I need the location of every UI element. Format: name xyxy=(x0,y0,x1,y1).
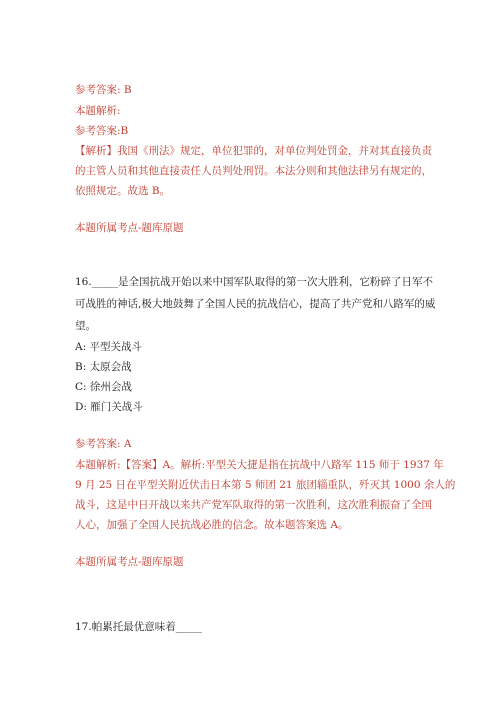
q15-explanation-line: 依照规定。故选 B。 xyxy=(75,185,171,197)
q15-answer-line: 参考答案: B xyxy=(75,84,132,96)
q15-source: 本题所属考点-题库原题 xyxy=(75,222,184,234)
q16-explanation-line: 人心，加强了全国人民抗战必胜的信念。故本题答案选 A。 xyxy=(75,519,349,531)
q16-option-b: B: 太原会战 xyxy=(75,361,132,373)
q16-source: 本题所属考点-题库原题 xyxy=(75,556,184,568)
q16-option-c: C: 徐州会战 xyxy=(75,381,132,393)
q16-explanation-line: 本题解析:【答案】A。解析:平型关大捷是指在抗战中八路军 115 师于 1937 年 xyxy=(75,459,444,471)
q16-stem-line: 可战胜的神话,极大地鼓舞了全国人民的抗战信心，提高了共产党和八路军的威 xyxy=(75,298,436,310)
q16-stem-line: 16._____是全国抗战开始以来中国军队取得的第一次大胜利，它粉碎了日军不 xyxy=(75,276,433,288)
q16-option-d: D: 雁门关战斗 xyxy=(75,401,143,413)
q16-explanation-line: 9 月 25 日在平型关附近伏击日本第 5 师团 21 旅团辎重队，歼灭其 1000 余人的 xyxy=(75,479,456,491)
q16-option-a: A: 平型关战斗 xyxy=(75,341,142,353)
q15-explanation-line: 【解析】我国《刑法》规定，单位犯罪的，对单位判处罚金，并对其直接负责 xyxy=(75,145,432,157)
q15-explanation-line: 的主管人员和其他直接责任人员判处刑罚。本法分则和其他法律另有规定的， xyxy=(75,165,432,177)
q16-answer-line: 参考答案: A xyxy=(75,438,132,450)
q16-stem-line: 望。 xyxy=(75,320,96,332)
q15-answer-line-2: 参考答案:B xyxy=(75,125,129,137)
q17-stem: 17.帕累托最优意味着_____ xyxy=(75,621,202,633)
q16-explanation-line: 战斗，这是中日开战以来共产党军队取得的第一次胜利，这次胜利振奋了全国 xyxy=(75,499,432,511)
q15-explanation-label: 本题解析: xyxy=(75,105,121,117)
